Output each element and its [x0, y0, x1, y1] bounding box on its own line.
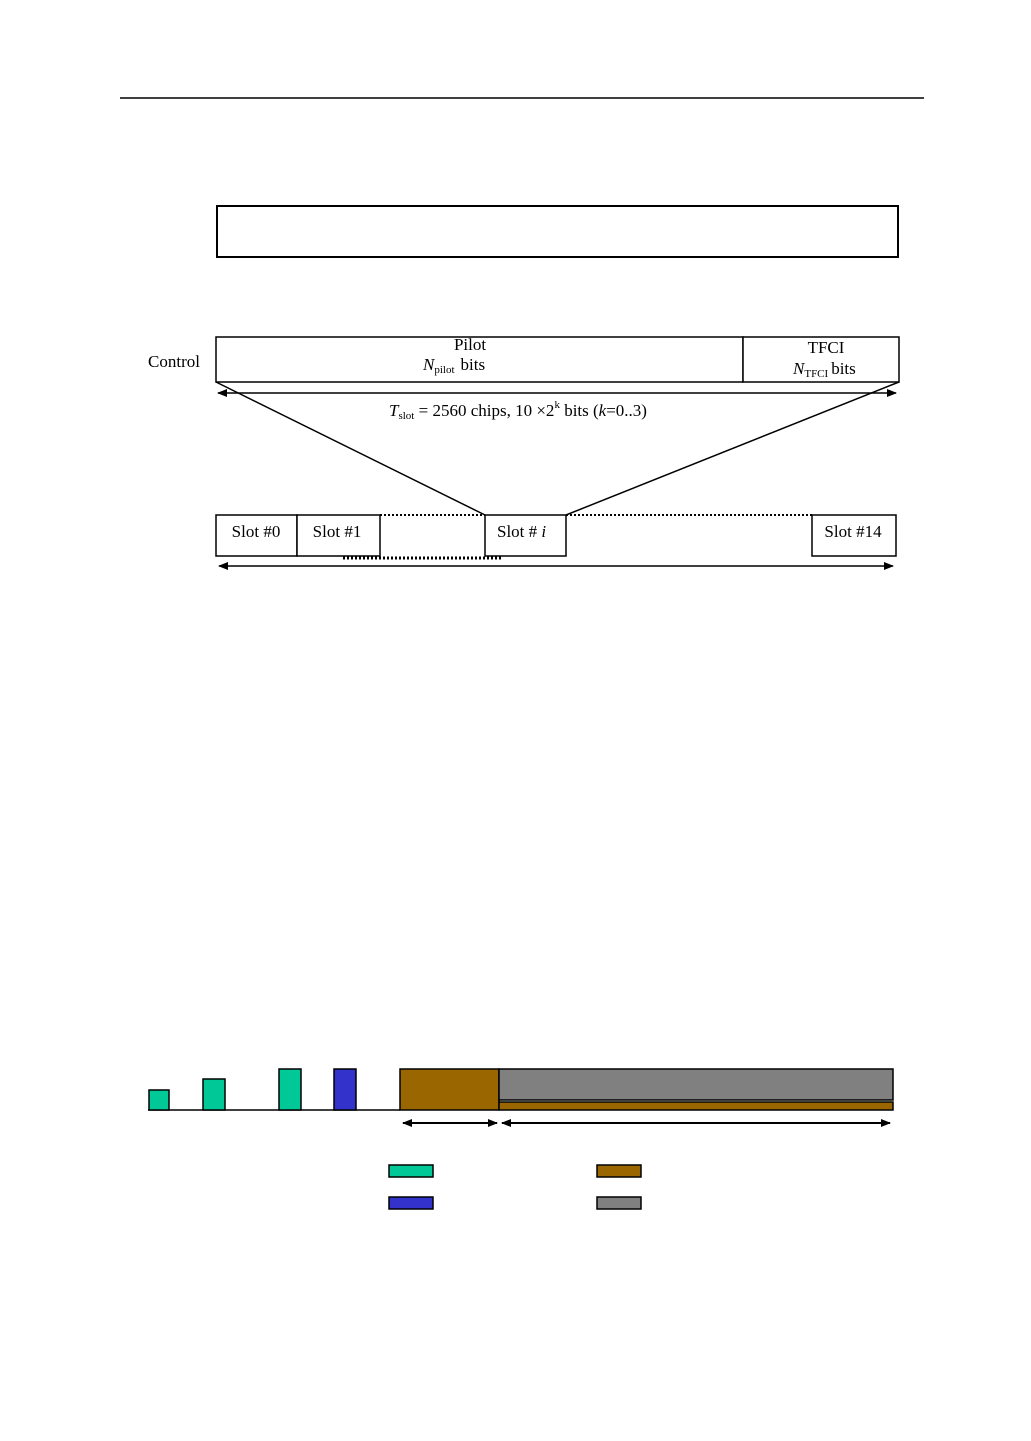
legend-swatch-teal — [389, 1165, 433, 1177]
pilot-bits-label: Npilot bits — [423, 355, 486, 376]
legend-swatch-blue — [389, 1197, 433, 1209]
blue-block — [334, 1069, 356, 1110]
legend-swatch-gray — [597, 1197, 641, 1209]
slot-duration-label: Tslot = 2560 chips, $10 \times 2^k$ bits (k=0..3) — [389, 399, 647, 422]
tfci-title: TFCI — [807, 338, 845, 357]
slot-1-label: Slot #1 — [312, 522, 362, 541]
teal-block-2 — [203, 1079, 225, 1110]
radio-frame-dotted-border — [343, 515, 812, 558]
teal-block-1 — [149, 1090, 169, 1110]
slot-0-label: Slot #0 — [231, 522, 281, 541]
slot-i-label: Slot # i — [497, 522, 547, 541]
brown-strip — [499, 1102, 893, 1110]
tfci-bits-label: NTFCI bits — [793, 359, 856, 380]
slot-14-label: Slot #14 — [824, 522, 882, 541]
brown-block — [400, 1069, 499, 1110]
legend-swatch-brown — [597, 1165, 641, 1177]
gray-block — [499, 1069, 893, 1100]
pilot-title: Pilot — [453, 335, 487, 354]
empty-data-box — [217, 206, 898, 257]
control-label: Control — [148, 352, 200, 371]
teal-block-3 — [279, 1069, 301, 1110]
